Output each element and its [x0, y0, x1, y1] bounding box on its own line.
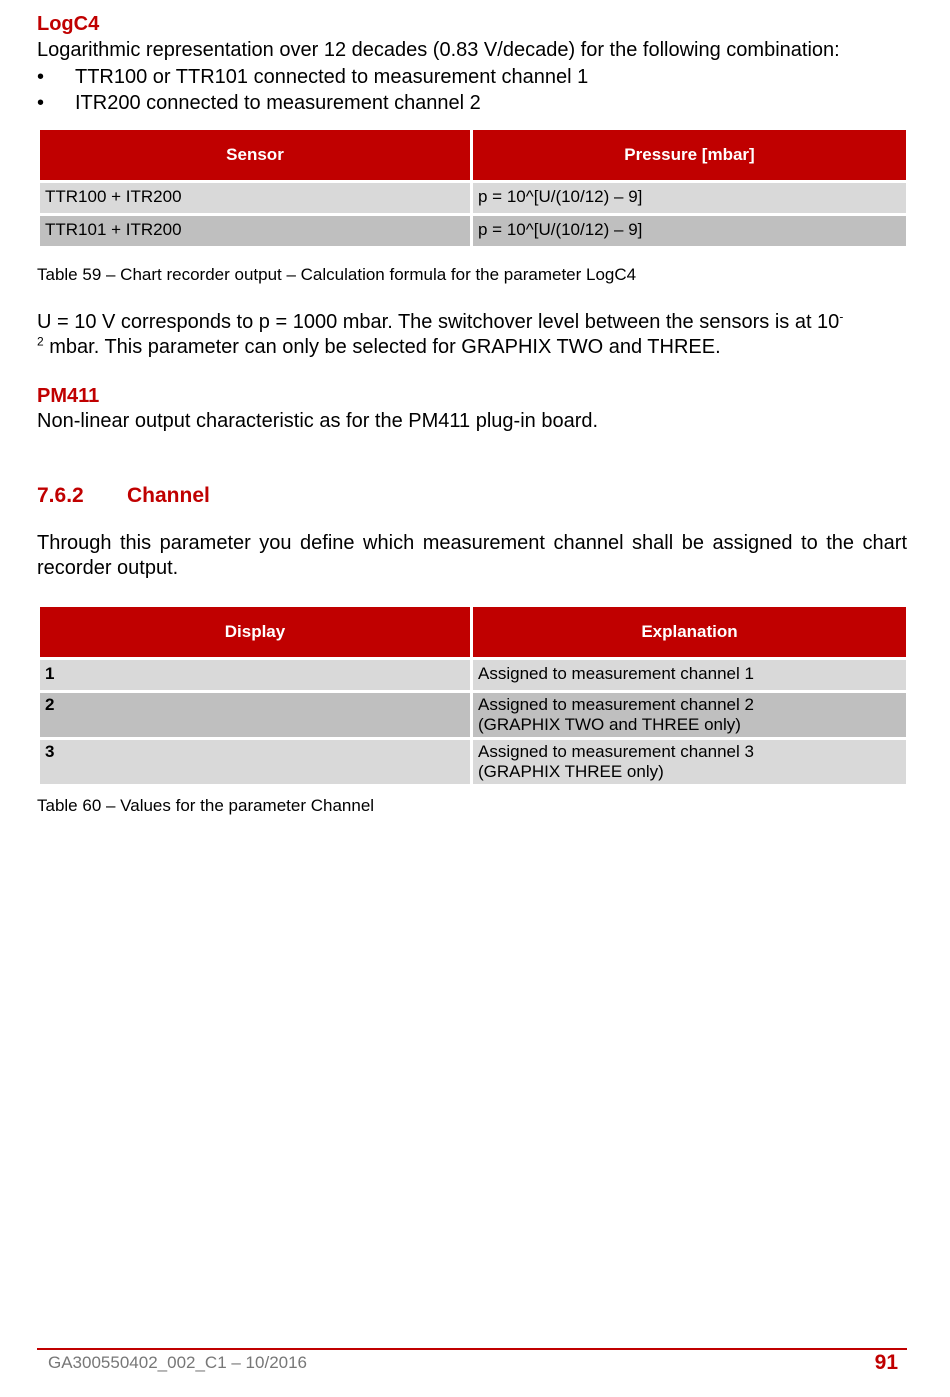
- table-row: [40, 183, 906, 213]
- bullet-icon: •: [37, 92, 45, 114]
- pm411-text: Non-linear output characteristic as for the PM411 plug-in board.: [37, 410, 599, 432]
- table-row: [40, 660, 906, 690]
- explanation-line: (GRAPHIX THREE only): [478, 762, 664, 781]
- table-59: [37, 127, 909, 249]
- note-superscript-exponent: 2: [37, 334, 44, 349]
- cell-sensor: TTR101 + ITR200: [40, 216, 470, 246]
- table-row: [40, 216, 906, 246]
- table-60-caption: Table 60 – Values for the parameter Channel: [37, 796, 375, 815]
- cell-display: 1: [40, 660, 470, 690]
- logc4-heading: LogC4: [37, 13, 100, 35]
- note-superscript-minus: -: [839, 309, 844, 324]
- bullet-text: TTR100 or TTR101 connected to measurement channel 1: [75, 66, 589, 88]
- cell-display: 2: [40, 693, 470, 737]
- cell-sensor: TTR100 + ITR200: [40, 183, 470, 213]
- cell-formula: p = 10^[U/(10/12) – 9]: [473, 183, 906, 213]
- bullet-text: ITR200 connected to measurement channel 2: [75, 92, 481, 114]
- section-number: 7.6.2: [37, 484, 84, 507]
- column-header-explanation: Explanation: [473, 607, 906, 657]
- column-header-sensor: Sensor: [40, 130, 470, 180]
- explanation-line: (GRAPHIX TWO and THREE only): [478, 715, 741, 734]
- note-text-line1: U = 10 V corresponds to p = 1000 mbar. The switchover level between the sensors is at 10: [37, 311, 840, 333]
- logc4-intro: Logarithmic representation over 12 decades (0.83 V/decade) for the following combination:: [37, 39, 840, 61]
- note-text-line2: mbar. This parameter can only be selected for GRAPHIX TWO and THREE.: [43, 336, 721, 358]
- explanation-line: Assigned to measurement channel 3: [478, 742, 754, 761]
- note-paragraph: [37, 310, 917, 360]
- section-text: Through this parameter you define which measurement channel shall be assigned to the chart recorder output.: [37, 532, 907, 579]
- pm411-heading: PM411: [37, 385, 100, 407]
- column-header-display: Display: [40, 607, 470, 657]
- cell-explanation: [473, 660, 906, 690]
- table-row: [40, 740, 906, 784]
- cell-explanation: [473, 740, 906, 784]
- section-title: Channel: [127, 484, 210, 507]
- table-60: [37, 604, 909, 787]
- table-59-caption: Table 59 – Chart recorder output – Calculation formula for the parameter LogC4: [37, 265, 637, 284]
- cell-formula: p = 10^[U/(10/12) – 9]: [473, 216, 906, 246]
- column-header-pressure: Pressure [mbar]: [473, 130, 906, 180]
- table-row: [40, 693, 906, 737]
- explanation-line: Assigned to measurement channel 2: [478, 695, 754, 714]
- cell-explanation: [473, 693, 906, 737]
- explanation-line: Assigned to measurement channel 1: [478, 664, 754, 683]
- footer-divider: [37, 1348, 907, 1350]
- footer-doc-id: GA300550402_002_C1 – 10/2016: [48, 1353, 308, 1372]
- page-number: 91: [874, 1351, 898, 1374]
- bullet-icon: •: [37, 66, 45, 88]
- cell-display: 3: [40, 740, 470, 784]
